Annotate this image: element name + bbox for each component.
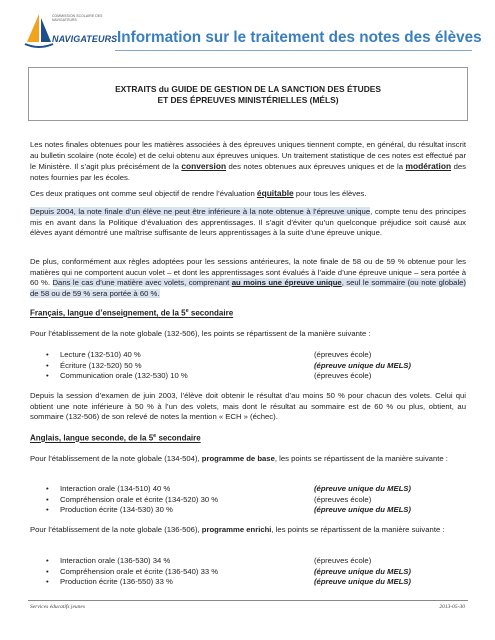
paragraph-depuis-2004 [30,207,466,239]
francais-after: Depuis la session d’examen de juin 2003, l’élève doit obtenir le résultat d’au moins 50 % pour chacun des volets. Celui qui obtient une note inférieure à 50 % à l’un des volets, mais dont le résultat au sommaire est de 60 % ou plus, obtient, au sommaire (132-506) de son relevé de notes la mention « ECH » (échec). [30,391,466,421]
item-label: Écriture (132-520) 50 % [60,360,142,370]
para1-text-c: des notes fournies par les écoles. [30,162,466,182]
heading-anglais-text: Anglais, langue seconde, de la 5 [30,433,154,443]
para4-text: De plus, conformément aux règles adoptées pour les sessions antérieures, la note finale de 58 ou de 59 % obtenue pour les matières qui ne comportent aucun volet – et dont les apprentissages sont évalués à l’aide d’une épreuve unique – sera portée à 60 %. [30,257,466,287]
item-label: Production écrite (134-530) 30 % [60,505,173,515]
para4-highlight-1: Dans le cas d’une matière avec volets, comprenant [52,278,232,287]
item-label: Communication orale (132-530) 10 % [60,371,188,381]
paragraph-de-plus [30,257,466,299]
item-note: (épreuve unique du MELS) [314,484,411,493]
keyword-equitable: équitable [256,188,294,198]
footer-divider [28,600,468,601]
item-label: Compréhension orale et écrite (134-520) 30 % [60,494,219,504]
document-page: COMMISSION SCOLAIRE DES NAVIGATEURS NAVIGATEURS Information sur le traitement des notes des élèves EXTRAITS du GUIDE DE GESTION DE LA SANCTION DES ÉTUDES ET DES ÉPREUVES MINISTÉRIELLES (MÉLS) Les notes finales obtenues pour les matières associées à des épreuves uniques tiennent compte, en général, du résultat inscrit au bulletin scolaire (note école) et de celui obtenu aux épreuves uniques. Un traitement statistique de ces notes est effectué par le Ministère. Il s’agit plus précisément de la conversion des notes obtenues aux épreuves uniques et de la modération des notes fournies par les écoles. Ces deux pratiques ont comme seul objectif de rendre l’évaluation équitable pour tous les élèves. Depuis 2004, la note finale d’un élève ne peut être inférieure à la note obtenue à l’épreuve unique, compte tenu des principes mis en avant dans la Politique d’évaluation des apprentissages. Il s’agit d’éviter qu’un quelconque préjudice soit causé aux élèves ayant démontré une maîtrise suffisante de leurs apprentissages à la suite d’une épreuve unique. De plus, conformément aux règles adoptées pour les sessions antérieures, la note finale de 58 ou de 59 % obtenue pour les matières qui ne comportent aucun volet – et dont les apprentissages sont évalués à l’aide d’une épreuve unique – sera portée à 60 %. Dans le cas d’une matière avec volets, comprenant au moins une épreuve unique, seul le sommaire (ou note globale) de 58 ou de 59 % sera portée à 60 %. Français, langue d’enseignement, de la 5e secondaire Pour l’établissement de la note globale (132-506), les points se répartissent de la manière suivante : • Lecture (132-510) 40 % (épreuves école) • Écriture (132-520) 50 % (épreuve unique du MELS) • Communication orale (132-530) 10 % (épreuves école) Depuis la session d’examen de juin 2003, l’élève doit obtenir le résultat d’au moins 50 % pour chacun des volets. Celui qui obtient une note inférieure à 50 % à l’un des volets, mais dont le résultat au sommaire est de 60 % ou plus, obtient, au sommaire (132-506) de son relevé de notes la mention « ECH » (échec). Anglais, langue seconde, de la 5e secondaire Pour l’établissement de la note globale (134-504), programme de base, les points se répartissent de la manière suivante : • Interaction orale (134-510) 40 % (épreuve unique du MELS) • Compréhension orale et écrite (134-520) 30 % (épreuves école) • Production écrite (134-530) 30 % (épreuve unique du MELS) Pour l’établissement de la note globale (136-506), programme enrichi, les points se répartissent de la manière suivante : • Interaction orale (136-530) 34 % (épreuves école) • Compréhension orale et écrite (136-540) 33 % (épreuve unique du MELS) • Production écrite (136-550) 33 % (épreuve unique du MELS) Services éducatifs jeunes 2013-05-30 [0,0,495,640]
para2-text-a: Ces deux pratiques ont comme seul objectif de rendre l’évaluation [30,189,257,198]
item-label: Production écrite (136-550) 33 % [60,577,173,587]
francais-intro: Pour l’établissement de la note globale (132-506), les points se répartissent de la manière suivante : [30,329,371,338]
sail-logo-icon [24,12,54,52]
heading-anglais-sup: e [153,433,157,439]
paragraph-conversion [30,140,466,183]
item-label: Compréhension orale et écrite (136-540) 33 % [60,566,219,576]
item-note: (épreuves école) [314,350,372,359]
para3-highlight: Depuis 2004, la note finale d’un élève ne peut être inférieure à la note obtenue à l’épreuve unique [30,207,371,216]
anglais-base-intro [30,454,466,465]
heading-francais-text-b: secondaire [188,308,234,318]
keyword-conversion: conversion [181,161,227,171]
keyword-moderation: modération [405,161,452,171]
para3-text: , compte tenu des principes mis en avant dans la Politique d’évaluation des apprentissages. Il s’agit d’éviter qu’un quelconque préjudice soit causé aux élèves ayant démontré une maîtrise suffisante de leurs apprentissages à la suite d’une épreuve unique. [30,207,466,237]
page-title: Information sur le traitement des notes des élèves [117,29,482,46]
header-divider [115,50,472,51]
enriched-program-label: programme enrichi [201,525,272,534]
heading-anglais-text-b: secondaire [156,433,201,443]
heading-francais [30,308,233,318]
item-label: Lecture (132-510) 40 % [60,350,141,359]
item-note: (épreuve unique du MELS) [314,566,411,576]
footer-department: Services éducatifs jeunes [30,604,85,610]
base-intro-c: , les points se répartissent de la manière suivante : [274,454,448,463]
extract-line-2: ET DES ÉPREUVES MINISTÉRIELLES (MÉLS) [157,95,339,105]
heading-anglais [30,433,201,443]
extract-line-1: EXTRAITS du GUIDE DE GESTION DE LA SANCTION DES ÉTUDES [115,84,381,94]
enr-intro-c: , les points se répartissent de la manière suivante : [271,525,445,534]
para1-text-a: Les notes finales obtenues pour les matières associées à des épreuves uniques tiennent compte, en général, du résultat inscrit au bulletin scolaire (note école) et de celui obtenu aux épreuves uniques. Un traitement statistique de ces notes est effectué par le Ministère. Il s’agit plus précisément de la [30,140,466,171]
item-note: (épreuves école) [314,556,372,565]
item-note: (épreuve unique du MELS) [314,505,411,515]
logo-small-text: COMMISSION SCOLAIRE DES NAVIGATEURS [52,14,103,22]
item-note: (épreuve unique du MELS) [314,360,411,370]
para2-text-b: pour tous les élèves. [293,189,367,198]
paragraph-equitable [30,188,466,200]
para1-text-b: des notes obtenues aux épreuves uniques et de la [226,162,406,171]
enr-intro-a: Pour l’établissement de la note globale (136-506), [30,525,202,534]
base-program-label: programme de base [201,454,275,463]
item-note: (épreuves école) [314,494,372,504]
item-label: Interaction orale (134-510) 40 % [60,484,171,493]
para4-underline: au moins une épreuve unique [231,278,342,287]
anglais-enrichi-intro [30,525,466,536]
item-label: Interaction orale (136-530) 34 % [60,556,171,565]
footer-date: 2013-05-30 [439,604,465,610]
item-note: (épreuve unique du MELS) [314,577,411,587]
base-intro-a: Pour l’établissement de la note globale (134-504), [30,454,202,463]
para4-highlight-2: , seul le sommaire (ou note globale) de 58 ou de 59 % sera portée à 60 %. [30,278,466,298]
logo-brand: NAVIGATEURS [52,34,118,44]
heading-francais-text: Français, langue d’enseignement, de la 5 [30,308,186,318]
item-note: (épreuves école) [314,371,372,381]
navigateurs-logo [24,10,118,54]
heading-francais-sup: e [185,308,189,314]
extract-box [28,67,468,121]
